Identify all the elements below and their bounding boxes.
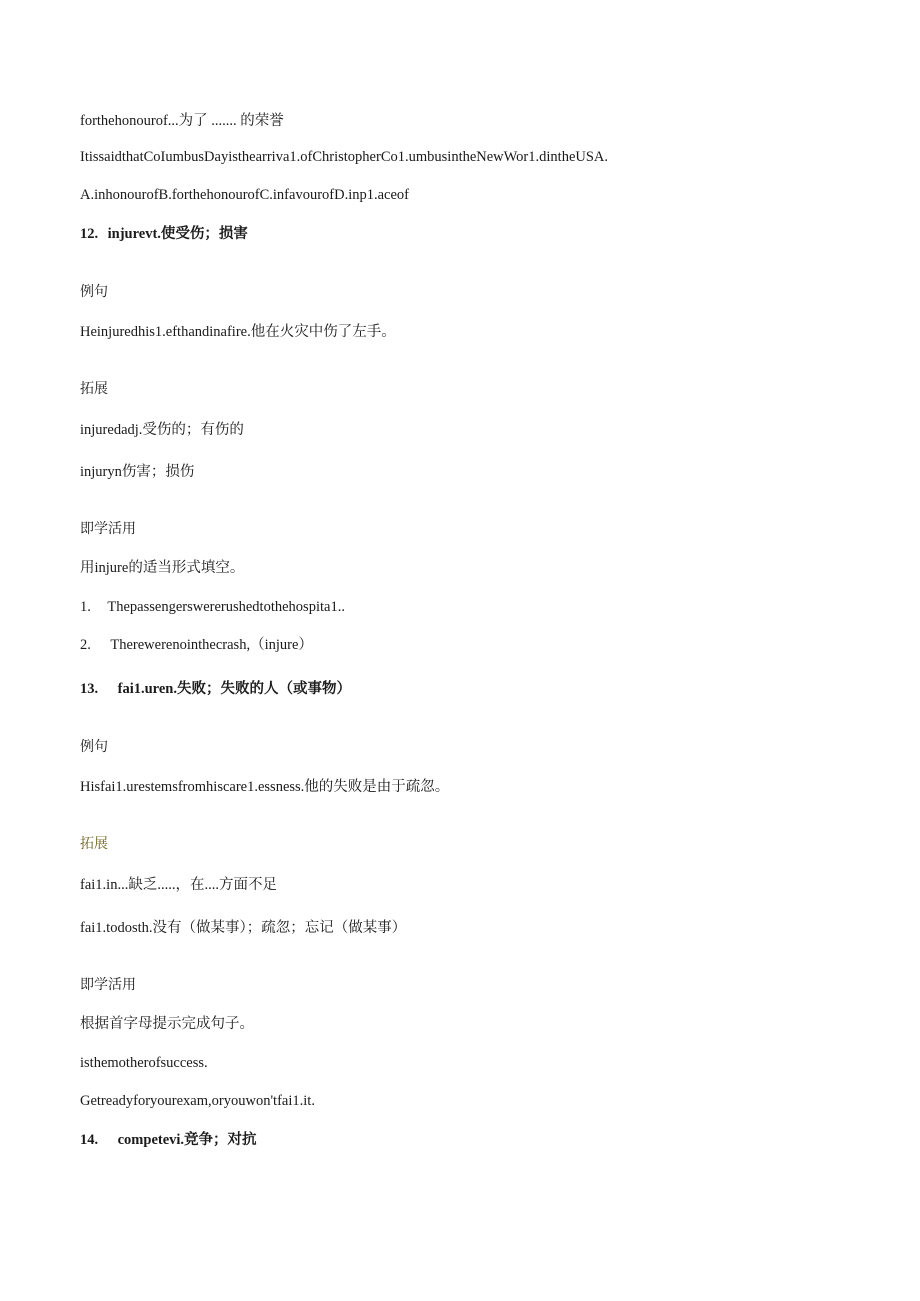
heading-number: 12.: [80, 226, 99, 242]
practice-instruction: 用injure的适当形式填空。: [80, 560, 245, 576]
heading-text: injurevt.使受伤；损害: [107, 226, 248, 242]
practice-sentence: isthemotherofsuccess.: [80, 1055, 208, 1071]
heading-number: 13.: [80, 681, 99, 697]
extension-item: fai1.in...缺乏.....，在....方面不足: [80, 877, 277, 893]
practice-sentence: Getreadyforyourexam,oryouwon'tfai1.it.: [80, 1093, 315, 1109]
heading-text: competevi.竞争；对抗: [117, 1132, 257, 1148]
practice-label: 即学活用: [80, 977, 136, 993]
example-sentence: Hisfai1.urestemsfromhiscare1.essness.他的失败是由于疏忽。: [80, 779, 450, 795]
answer-options: A.inhonourofB.forthehonourofC.infavourofD.inp1.aceof: [80, 187, 409, 203]
heading-12: [80, 225, 248, 243]
question-number: 1.: [80, 599, 91, 615]
heading-text: fai1.uren.失败；失败的人（或事物）: [117, 681, 351, 697]
example-label: 例句: [80, 284, 108, 300]
practice-instruction: 根据首字母提示完成句子。: [80, 1016, 254, 1032]
heading-14: [80, 1131, 257, 1149]
question-text: Therewerenointhecrash,（injure）: [110, 637, 313, 653]
extension-item: fai1.todosth.没有（做某事）；疏忽；忘记（做某事）: [80, 920, 407, 936]
extension-item: injuryn伤害；损伤: [80, 464, 195, 480]
example-columbus-day: ItissaidthatCoIumbusDayisthearriva1.ofChristopherCo1.umbusintheNewWor1.dintheUSA.: [80, 149, 609, 165]
practice-question: [80, 598, 345, 616]
practice-label: 即学活用: [80, 521, 136, 537]
phrase-for-the-honour-of: forthehonourof...为了 ....... 的荣誉: [80, 113, 284, 129]
example-sentence: Heinjuredhis1.efthandinafire.他在火灾中伤了左手。: [80, 324, 396, 340]
extension-label: 拓展: [80, 381, 108, 397]
heading-number: 14.: [80, 1132, 99, 1148]
extension-label: 拓展: [80, 836, 108, 852]
extension-item: injuredadj.受伤的；有伤的: [80, 422, 244, 438]
heading-13: [80, 680, 351, 698]
example-label: 例句: [80, 739, 108, 755]
question-number: 2.: [80, 637, 91, 653]
practice-question: [80, 636, 313, 654]
question-text: Thepassengerswererushedtothehospita1..: [107, 599, 345, 615]
